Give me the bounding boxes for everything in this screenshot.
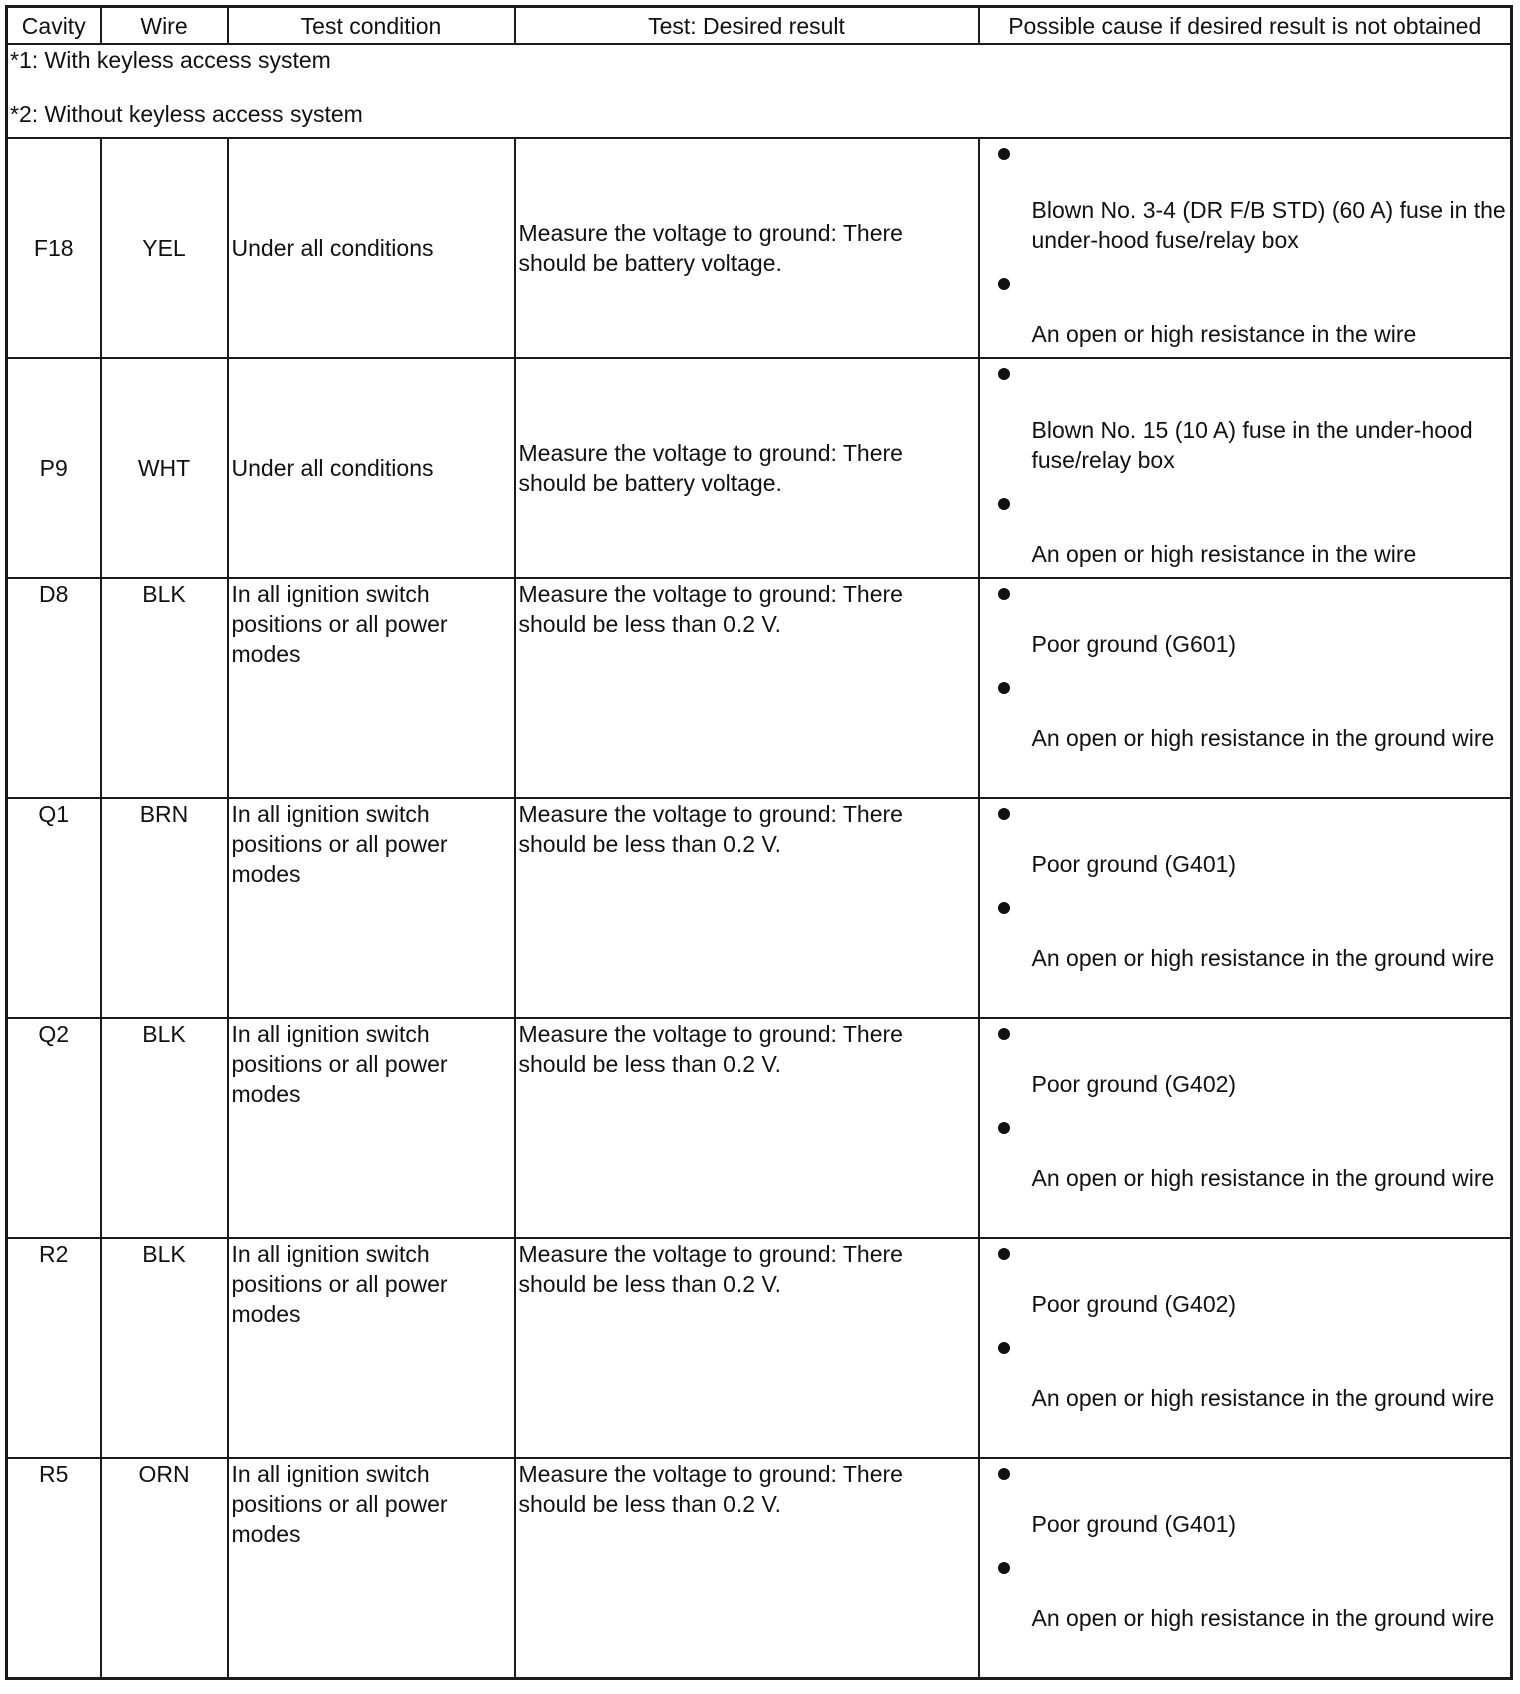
bullet-dot-icon [998,1028,1010,1040]
bullet-dot-icon [998,808,1010,820]
cavity-cell: Q2 [7,1018,101,1238]
test-condition-cell: Under all conditions [228,138,515,358]
note-keyless: *1: With keyless access system [10,47,331,73]
test-condition-cell: In all ignition switch positions or all power modes [228,578,515,798]
bullet [980,1553,1511,1583]
wire-cell: YEL [101,138,228,358]
header-wire: Wire [101,7,228,45]
bullet [980,1113,1511,1143]
cause-text: Poor ground (G401) [1031,1511,1237,1537]
wire-cell: BLK [101,1018,228,1238]
cavity-cell: Q1 [7,798,101,1018]
desired-result-cell: Measure the voltage to ground: There should be less than 0.2 V. [515,578,979,798]
table-row [7,358,1512,578]
bullet [980,139,1511,169]
bullet [980,799,1511,829]
possible-cause-cell [979,1238,1512,1458]
table-row [7,1238,1512,1458]
cause-text: An open or high resistance in the ground wire [1031,1165,1495,1191]
bullet [980,269,1511,299]
note-without-keyless: *2: Without keyless access system [10,101,363,127]
desired-result-cell: Measure the voltage to ground: There should be battery voltage. [515,358,979,578]
notes-cell [7,44,1512,138]
bullet [980,893,1511,923]
bullet [980,1239,1511,1269]
test-condition-cell: In all ignition switch positions or all power modes [228,1018,515,1238]
bullet-dot-icon [998,1248,1010,1260]
test-condition-cell: In all ignition switch positions or all power modes [228,798,515,1018]
bullet-dot-icon [998,148,1010,160]
test-condition-cell: In all ignition switch positions or all power modes [228,1458,515,1679]
cause-text: An open or high resistance in the wire [1031,541,1417,567]
cavity-cell: R5 [7,1458,101,1679]
bullet-dot-icon [998,1342,1010,1354]
test-condition-cell: Under all conditions [228,358,515,578]
header-cavity: Cavity [7,7,101,45]
wire-cell: BLK [101,1238,228,1458]
bullet-dot-icon [998,498,1010,510]
bullet [980,1333,1511,1363]
header-row [7,7,1512,45]
cavity-cell: R2 [7,1238,101,1458]
desired-result-cell: Measure the voltage to ground: There should be less than 0.2 V. [515,1238,979,1458]
desired-result-cell: Measure the voltage to ground: There should be less than 0.2 V. [515,798,979,1018]
bullet-dot-icon [998,902,1010,914]
wire-cell: BLK [101,578,228,798]
cavity-cell: F18 [7,138,101,358]
cause-text: An open or high resistance in the ground wire [1031,945,1495,971]
bullet [980,579,1511,609]
desired-result-cell: Measure the voltage to ground: There should be less than 0.2 V. [515,1018,979,1238]
bullet [980,673,1511,703]
possible-cause-cell [979,358,1512,578]
notes-row [7,44,1512,138]
cause-text: An open or high resistance in the ground wire [1031,1385,1495,1411]
header-test-condition: Test condition [228,7,515,45]
bullet-dot-icon [998,1468,1010,1480]
header-possible-cause: Possible cause if desired result is not obtained [979,7,1512,45]
bullet-dot-icon [998,278,1010,290]
cause-text: Poor ground (G402) [1031,1291,1237,1317]
cause-text: Blown No. 3-4 (DR F/B STD) (60 A) fuse in the under-hood fuse/relay box [1031,197,1506,253]
bullet-dot-icon [998,1122,1010,1134]
table-row [7,1018,1512,1238]
possible-cause-cell [979,138,1512,358]
desired-result-cell: Measure the voltage to ground: There should be less than 0.2 V. [515,1458,979,1679]
desired-result-cell: Measure the voltage to ground: There should be battery voltage. [515,138,979,358]
connector-test-table [5,5,1513,1680]
possible-cause-cell [979,798,1512,1018]
cause-text: An open or high resistance in the ground wire [1031,1605,1495,1631]
wire-cell: BRN [101,798,228,1018]
wire-cell: ORN [101,1458,228,1679]
header-desired-result: Test: Desired result [515,7,979,45]
bullet [980,359,1511,389]
test-condition-cell: In all ignition switch positions or all power modes [228,1238,515,1458]
bullet-dot-icon [998,1562,1010,1574]
connector-test-table-container [5,5,1510,1680]
possible-cause-cell [979,578,1512,798]
table-row [7,1458,1512,1679]
bullet-dot-icon [998,368,1010,380]
cause-text: Blown No. 15 (10 A) fuse in the under-hood fuse/relay box [1031,417,1473,473]
bullet [980,1459,1511,1489]
cavity-cell: P9 [7,358,101,578]
cause-text: Poor ground (G401) [1031,851,1237,877]
possible-cause-cell [979,1018,1512,1238]
table-row [7,138,1512,358]
cause-text: An open or high resistance in the wire [1031,321,1417,347]
table-row [7,578,1512,798]
cause-text: Poor ground (G402) [1031,1071,1237,1097]
bullet-dot-icon [998,682,1010,694]
bullet [980,489,1511,519]
cavity-cell: D8 [7,578,101,798]
cause-text: Poor ground (G601) [1031,631,1237,657]
bullet [980,1019,1511,1049]
wire-cell: WHT [101,358,228,578]
possible-cause-cell [979,1458,1512,1679]
table-row [7,798,1512,1018]
bullet-dot-icon [998,588,1010,600]
cause-text: An open or high resistance in the ground wire [1031,725,1495,751]
